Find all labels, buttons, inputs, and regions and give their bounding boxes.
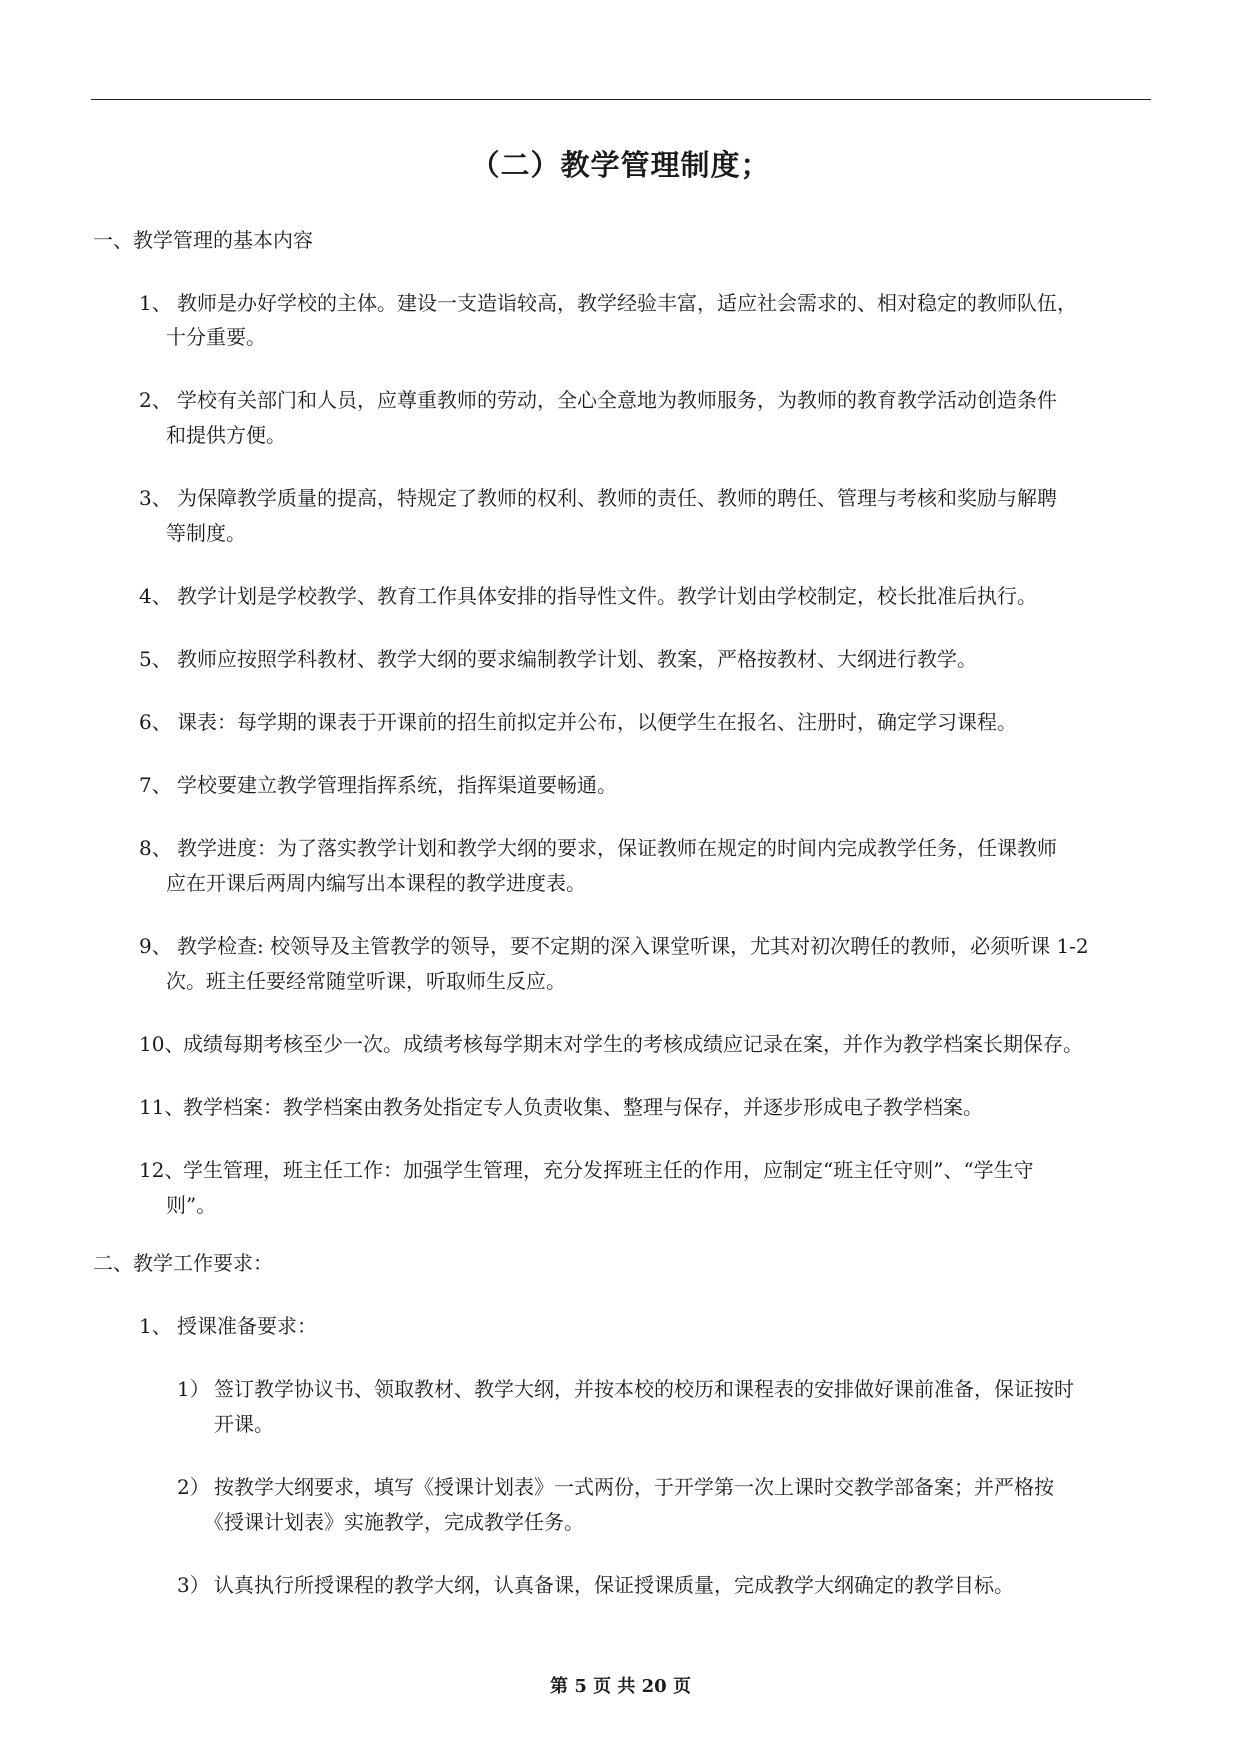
section-heading-1: 一、教学管理的基本内容 (93, 228, 313, 252)
sub-item-line: 《授课计划表》实施教学，完成教学任务。 (204, 1510, 584, 1534)
item-number: 11、 (139, 1095, 185, 1119)
sub-item-line: 按教学大纲要求，填写《授课计划表》一式两份，于开学第一次上课时交教学部备案；并严格按 (214, 1475, 1054, 1499)
item-number: 10、 (139, 1032, 185, 1056)
item-line: 教师是办好学校的主体。建设一支造诣较高，教学经验丰富，适应社会需求的、相对稳定的教师队伍， (177, 291, 1077, 315)
item-line: 应在开课后两周内编写出本课程的教学进度表。 (166, 871, 586, 895)
item-number: 9、 (139, 934, 172, 958)
item-line: 十分重要。 (166, 325, 266, 349)
item-line: 学校有关部门和人员，应尊重教师的劳动，全心全意地为教师服务，为教师的教育教学活动创造条件 (177, 388, 1057, 412)
item-number: 4、 (139, 584, 172, 608)
page-footer: 第 5 页 共 20 页 (550, 1676, 691, 1697)
item-number: 2、 (139, 388, 172, 412)
item-line: 教学进度：为了落实教学计划和教学大纲的要求，保证教师在规定的时间内完成教学任务，任课教师 (177, 836, 1057, 860)
item-number: 3、 (139, 486, 172, 510)
sub-item-number: 2） (177, 1475, 210, 1499)
item-number: 8、 (139, 836, 172, 860)
item-line: 学校要建立教学管理指挥系统，指挥渠道要畅通。 (177, 773, 617, 797)
item-line: 教学检查: 校领导及主管教学的领导，要不定期的深入课堂听课，尤其对初次聘任的教师，必须听课 1-2 (177, 934, 1089, 958)
item-line: 成绩每期考核至少一次。成绩考核每学期末对学生的考核成绩应记录在案，并作为教学档案长期保存。 (183, 1032, 1083, 1056)
item-number: 5、 (139, 647, 172, 671)
item-line: 则”。 (166, 1193, 217, 1217)
item-number: 12、 (139, 1158, 185, 1182)
header-rule (91, 99, 1151, 100)
item-line: 教学计划是学校教学、教育工作具体安排的指导性文件。教学计划由学校制定，校长批准后执行。 (177, 584, 1037, 608)
sub-item-number: 3） (177, 1573, 210, 1597)
sub-item-line: 认真执行所授课程的教学大纲，认真备课，保证授课质量，完成教学大纲确定的教学目标。 (214, 1573, 1014, 1597)
sub-heading: 授课准备要求： (177, 1314, 317, 1338)
item-line: 课表：每学期的课表于开课前的招生前拟定并公布，以便学生在报名、注册时，确定学习课程。 (177, 710, 1017, 734)
item-line: 教学档案：教学档案由教务处指定专人负责收集、整理与保存，并逐步形成电子教学档案。 (183, 1095, 983, 1119)
item-line: 教师应按照学科教材、教学大纲的要求编制教学计划、教案，严格按教材、大纲进行教学。 (177, 647, 977, 671)
item-line: 次。班主任要经常随堂听课，听取师生反应。 (166, 969, 566, 993)
sub-item-number: 1） (177, 1377, 210, 1401)
item-number: 7、 (139, 773, 172, 797)
item-line: 为保障教学质量的提高，特规定了教师的权利、教师的责任、教师的聘任、管理与考核和奖励与解聘 (177, 486, 1057, 510)
item-number: 1、 (139, 291, 172, 315)
item-number: 1、 (139, 1314, 172, 1338)
section-heading-2: 二、教学工作要求： (93, 1251, 273, 1275)
page-title: （二）教学管理制度； (470, 148, 771, 182)
item-line: 和提供方便。 (166, 423, 286, 447)
sub-item-line: 签订教学协议书、领取教材、教学大纲，并按本校的校历和课程表的安排做好课前准备，保证按时 (214, 1377, 1074, 1401)
item-line: 等制度。 (166, 521, 246, 545)
item-line: 学生管理，班主任工作：加强学生管理，充分发挥班主任的作用，应制定“班主任守则”、“学生守 (183, 1158, 1034, 1182)
item-number: 6、 (139, 710, 172, 734)
sub-item-line: 开课。 (214, 1412, 274, 1436)
